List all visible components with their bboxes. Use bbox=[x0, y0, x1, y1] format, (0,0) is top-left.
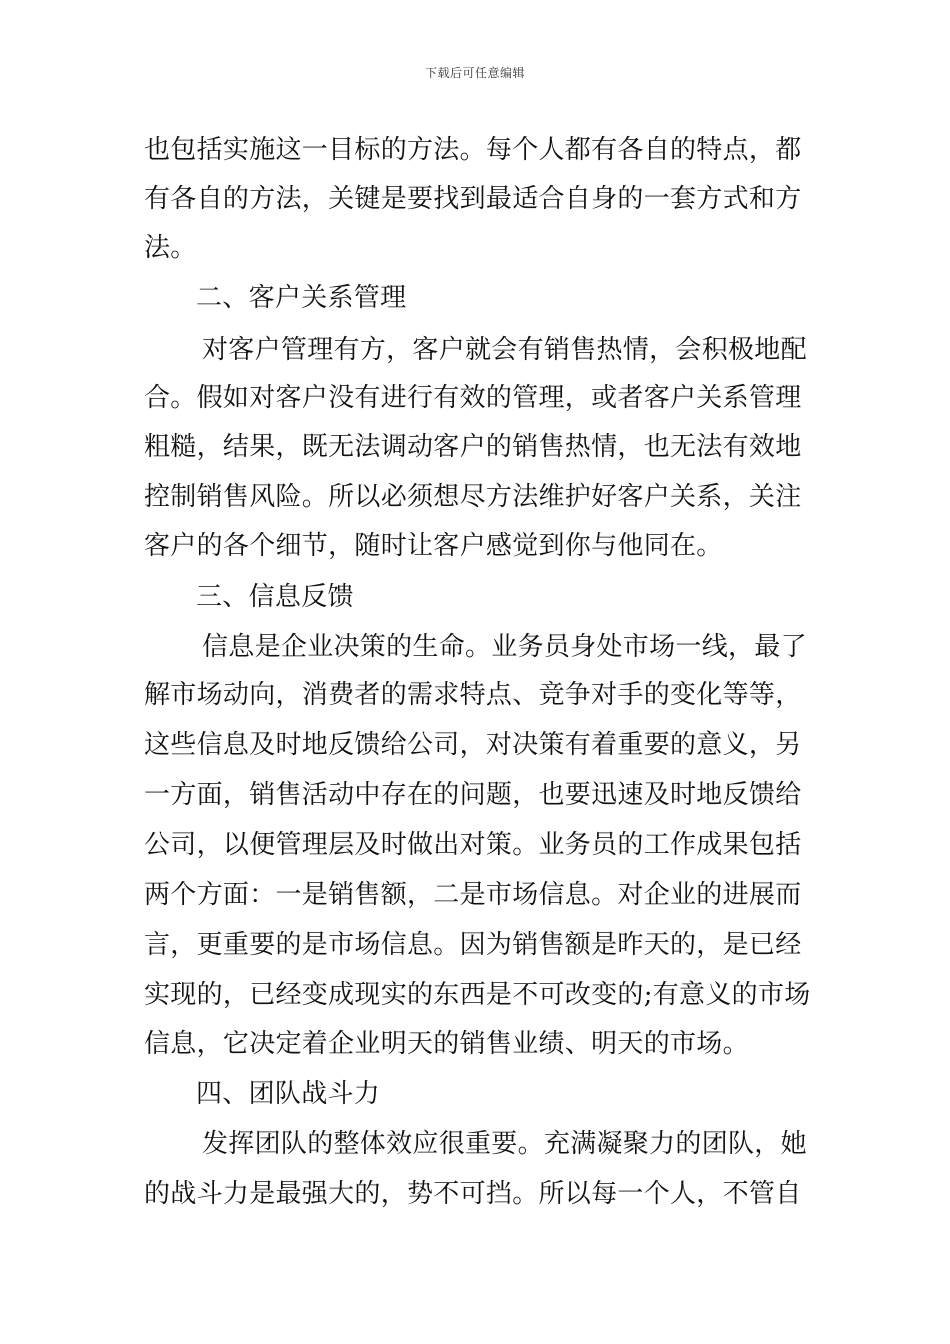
text-line: 言，更重要的是市场信息。因为销售额是昨天的，是已经 bbox=[144, 930, 802, 960]
text-line: 有各自的方法，关键是要找到最适合自身的一套方式和方 bbox=[144, 184, 802, 214]
text-line: 这些信息及时地反馈给公司，对决策有着重要的意义，另 bbox=[144, 730, 802, 760]
text-line: 信息，它决定着企业明天的销售业绩、明天的市场。 bbox=[144, 1029, 749, 1059]
text-line: 也包括实施这一目标的方法。每个人都有各自的特点，都 bbox=[144, 135, 802, 165]
text-line: 合。假如对客户没有进行有效的管理，或者客户关系管理 bbox=[144, 383, 802, 413]
text-line: 实现的，已经变成现实的东西是不可改变的;有意义的市场 bbox=[144, 980, 811, 1010]
section-heading: 二、客户关系管理 bbox=[196, 283, 407, 313]
text-line: 客户的各个细节，随时让客户感觉到你与他同在。 bbox=[144, 531, 723, 561]
text-line: 公司，以便管理层及时做出对策。业务员的工作成果包括 bbox=[144, 830, 802, 860]
section-heading: 三、信息反馈 bbox=[196, 582, 354, 612]
section-heading: 四、团队战斗力 bbox=[196, 1079, 381, 1109]
text-line: 解市场动向，消费者的需求特点、竞争对手的变化等等， bbox=[144, 680, 802, 710]
text-line: 粗糙，结果，既无法调动客户的销售热情，也无法有效地 bbox=[144, 432, 802, 462]
text-line: 信息是企业决策的生命。业务员身处市场一线，最了 bbox=[202, 632, 807, 662]
text-line: 法。 bbox=[144, 233, 197, 263]
page-header-note: 下载后可任意编辑 bbox=[424, 66, 525, 80]
text-line: 发挥团队的整体效应很重要。充满凝聚力的团队，她 bbox=[202, 1129, 807, 1159]
text-line: 控制销售风险。所以必须想尽方法维护好客户关系，关注 bbox=[144, 482, 802, 512]
text-line: 的战斗力是最强大的，势不可挡。所以每一个人，不管自 bbox=[144, 1179, 802, 1209]
text-line: 两个方面：一是销售额，二是市场信息。对企业的进展而 bbox=[144, 880, 802, 910]
text-line: 对客户管理有方，客户就会有销售热情，会积极地配 bbox=[202, 335, 807, 365]
text-line: 一方面，销售活动中存在的问题，也要迅速及时地反馈给 bbox=[144, 780, 802, 810]
